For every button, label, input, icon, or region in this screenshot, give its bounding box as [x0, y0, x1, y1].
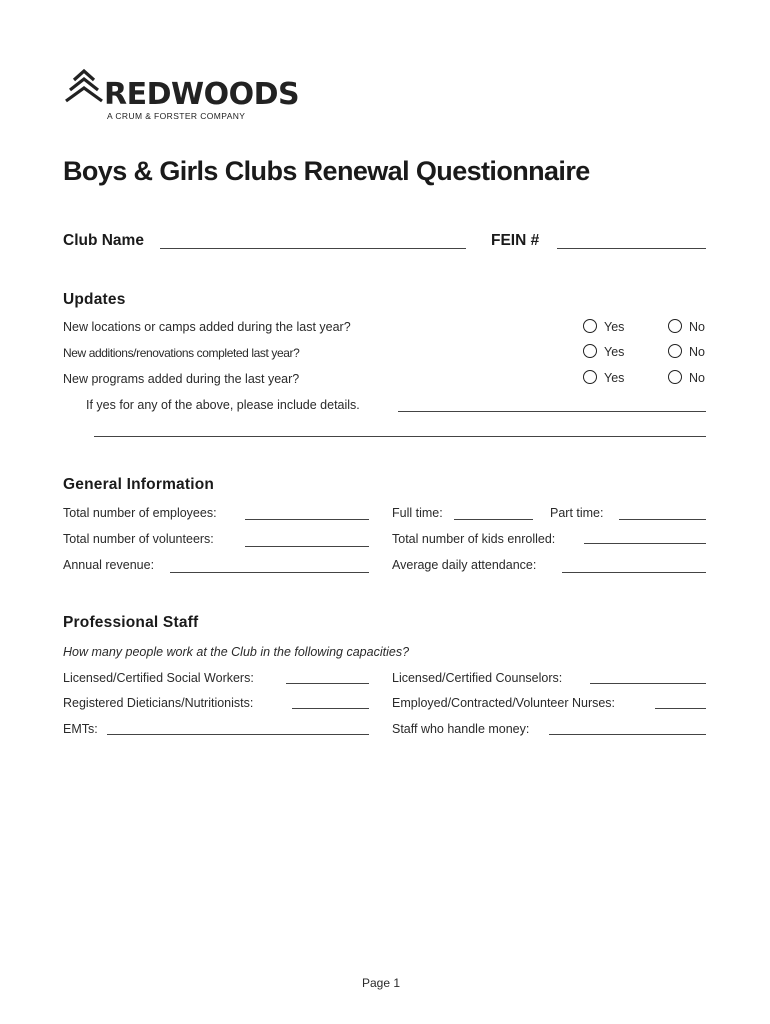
details-field-line-2[interactable] — [94, 436, 706, 437]
employees-label: Total number of employees: — [63, 506, 217, 520]
dieticians-field[interactable] — [292, 708, 369, 709]
new-locations-yes-radio[interactable] — [583, 319, 597, 333]
brand-name: REDWOODS — [104, 77, 300, 112]
social-workers-field[interactable] — [286, 683, 369, 684]
details-field-line-1[interactable] — [398, 411, 706, 412]
volunteers-field[interactable] — [245, 546, 369, 547]
money-staff-label: Staff who handle money: — [392, 722, 530, 736]
volunteers-label: Total number of volunteers: — [63, 532, 214, 546]
revenue-label: Annual revenue: — [63, 558, 155, 572]
general-heading: General Information — [63, 476, 215, 493]
attendance-label: Average daily attendance: — [392, 558, 537, 572]
counselors-label: Licensed/Certified Counselors: — [392, 671, 563, 685]
no-label: No — [689, 371, 705, 385]
yes-label: Yes — [604, 371, 625, 385]
new-additions-yes-radio[interactable] — [583, 344, 597, 358]
page-title: Boys & Girls Clubs Renewal Questionnaire — [63, 156, 590, 186]
new-programs-yes-radio[interactable] — [583, 370, 597, 384]
money-staff-field[interactable] — [549, 734, 706, 735]
employees-field[interactable] — [245, 519, 369, 520]
details-label: If yes for any of the above, please include details. — [86, 398, 360, 412]
club-name-field[interactable] — [160, 248, 466, 249]
emts-field[interactable] — [107, 734, 369, 735]
brand-tagline: A CRUM & FORSTER COMPANY — [107, 111, 246, 121]
no-label: No — [689, 345, 705, 359]
attendance-field[interactable] — [562, 572, 706, 573]
full-time-label: Full time: — [392, 506, 443, 520]
redwoods-tree-logo-icon — [64, 68, 104, 106]
counselors-field[interactable] — [590, 683, 706, 684]
fein-field[interactable] — [557, 248, 706, 249]
no-label: No — [689, 320, 705, 334]
part-time-field[interactable] — [619, 519, 706, 520]
staff-heading: Professional Staff — [63, 614, 199, 631]
staff-question: How many people work at the Club in the following capacities? — [63, 645, 410, 659]
social-workers-label: Licensed/Certified Social Workers: — [63, 671, 254, 685]
club-name-label: Club Name — [63, 232, 144, 249]
nurses-field[interactable] — [655, 708, 706, 709]
question-new-additions: New additions/renovations completed last year? — [63, 346, 300, 360]
new-locations-no-radio[interactable] — [668, 319, 682, 333]
fein-label: FEIN # — [491, 232, 540, 249]
question-new-programs: New programs added during the last year? — [63, 372, 300, 386]
page-number: Page 1 — [362, 976, 401, 990]
new-programs-no-radio[interactable] — [668, 370, 682, 384]
yes-label: Yes — [604, 345, 625, 359]
part-time-label: Part time: — [550, 506, 604, 520]
kids-enrolled-field[interactable] — [584, 543, 706, 544]
new-additions-no-radio[interactable] — [668, 344, 682, 358]
updates-heading: Updates — [63, 291, 126, 308]
question-new-locations: New locations or camps added during the last year? — [63, 320, 351, 334]
dieticians-label: Registered Dieticians/Nutritionists: — [63, 696, 254, 710]
emts-label: EMTs: — [63, 722, 98, 736]
revenue-field[interactable] — [170, 572, 369, 573]
nurses-label: Employed/Contracted/Volunteer Nurses: — [392, 696, 616, 710]
full-time-field[interactable] — [454, 519, 533, 520]
yes-label: Yes — [604, 320, 625, 334]
kids-enrolled-label: Total number of kids enrolled: — [392, 532, 556, 546]
